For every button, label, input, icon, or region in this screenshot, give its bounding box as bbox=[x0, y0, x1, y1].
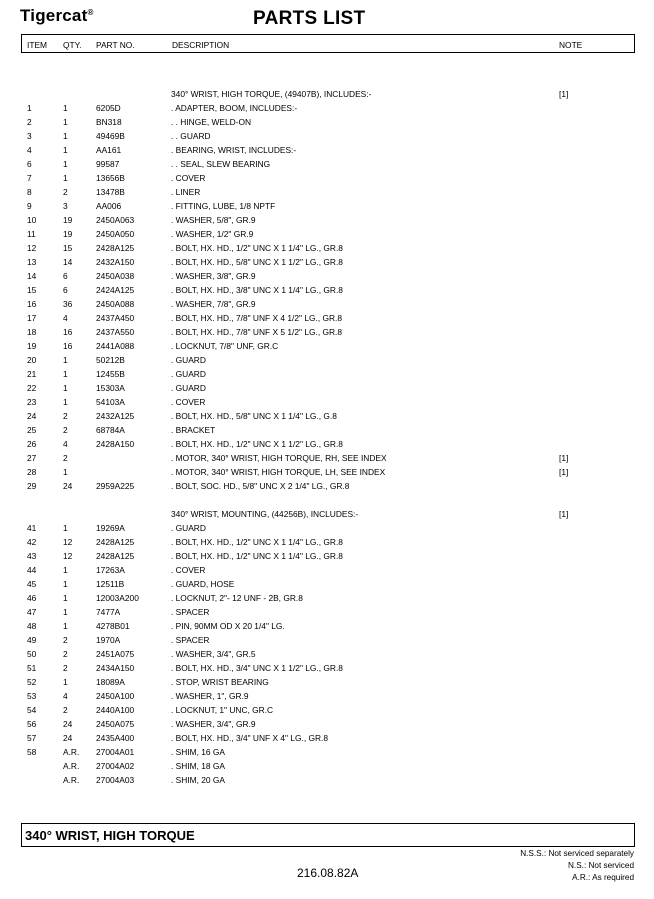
page-title: PARTS LIST bbox=[253, 8, 366, 29]
cell-item: 10 bbox=[27, 215, 37, 225]
table-row bbox=[0, 297, 654, 311]
cell-item: 12 bbox=[27, 243, 37, 253]
cell-item: 7 bbox=[27, 173, 32, 183]
cell-part-number: 54103A bbox=[96, 397, 125, 407]
cell-item: 26 bbox=[27, 439, 37, 449]
table-row bbox=[0, 423, 654, 437]
cell-item: 20 bbox=[27, 355, 37, 365]
cell-description: . BOLT, HX. HD., 7/8" UNF X 4 1/2" LG., GR.8 bbox=[171, 313, 343, 323]
cell-description: . GUARD bbox=[171, 523, 206, 533]
cell-qty: 6 bbox=[63, 285, 68, 295]
cell-part-number: 2450A038 bbox=[96, 271, 135, 281]
cell-qty: 2 bbox=[63, 663, 68, 673]
cell-description: . BOLT, HX. HD., 3/8" UNC X 1 1/4" LG., GR.8 bbox=[171, 285, 343, 295]
cell-item: 54 bbox=[27, 705, 37, 715]
cell-qty: 1 bbox=[63, 369, 68, 379]
table-row bbox=[0, 353, 654, 367]
cell-qty: 1 bbox=[63, 621, 68, 631]
column-header-item: ITEM bbox=[27, 40, 48, 50]
cell-description: . SHIM, 16 GA bbox=[171, 747, 225, 757]
cell-part-number: 2432A125 bbox=[96, 411, 135, 421]
table-row bbox=[0, 115, 654, 129]
cell-description: 340° WRIST, MOUNTING, (44256B), INCLUDES:- bbox=[171, 509, 359, 519]
cell-description: . BOLT, HX. HD., 7/8" UNF X 5 1/2" LG., GR.8 bbox=[171, 327, 343, 337]
cell-item: 22 bbox=[27, 383, 37, 393]
cell-qty: 2 bbox=[63, 425, 68, 435]
cell-part-number: 19269A bbox=[96, 523, 125, 533]
table-row bbox=[0, 87, 654, 101]
cell-item: 56 bbox=[27, 719, 37, 729]
table-row bbox=[0, 689, 654, 703]
table-row bbox=[0, 395, 654, 409]
parts-table-body bbox=[0, 73, 654, 787]
table-row bbox=[0, 535, 654, 549]
cell-item: 3 bbox=[27, 131, 32, 141]
cell-description: . SPACER bbox=[171, 635, 210, 645]
cell-part-number: 13478B bbox=[96, 187, 125, 197]
cell-qty: 1 bbox=[63, 355, 68, 365]
cell-qty: 1 bbox=[63, 593, 68, 603]
cell-part-number: 2435A400 bbox=[96, 733, 135, 743]
cell-qty: 1 bbox=[63, 565, 68, 575]
cell-item: 44 bbox=[27, 565, 37, 575]
cell-qty: 1 bbox=[63, 103, 68, 113]
cell-item: 15 bbox=[27, 285, 37, 295]
cell-description: . BOLT, SOC. HD., 5/8" UNC X 2 1/4" LG., GR.8 bbox=[171, 481, 350, 491]
registered-mark: ® bbox=[87, 8, 94, 17]
cell-item: 24 bbox=[27, 411, 37, 421]
cell-part-number: 2428A125 bbox=[96, 243, 135, 253]
column-header-qty: QTY. bbox=[63, 40, 82, 50]
table-row bbox=[0, 731, 654, 745]
cell-qty: 24 bbox=[63, 481, 73, 491]
cell-qty: 1 bbox=[63, 523, 68, 533]
legend-ar: A.R.: As required bbox=[572, 873, 634, 882]
cell-qty: 1 bbox=[63, 677, 68, 687]
table-row bbox=[0, 367, 654, 381]
table-row bbox=[0, 311, 654, 325]
cell-part-number: AA006 bbox=[96, 201, 122, 211]
cell-item: 17 bbox=[27, 313, 37, 323]
cell-qty: 2 bbox=[63, 649, 68, 659]
cell-description: . LOCKNUT, 7/8" UNF, GR.C bbox=[171, 341, 279, 351]
cell-item: 16 bbox=[27, 299, 37, 309]
cell-qty: A.R. bbox=[63, 761, 80, 771]
cell-note: [1] bbox=[559, 467, 569, 477]
table-row bbox=[0, 283, 654, 297]
table-row bbox=[0, 465, 654, 479]
cell-description: . SHIM, 18 GA bbox=[171, 761, 225, 771]
cell-qty: 2 bbox=[63, 411, 68, 421]
cell-qty: 16 bbox=[63, 327, 73, 337]
cell-description: . . HINGE, WELD-ON bbox=[171, 117, 252, 127]
cell-part-number: 12455B bbox=[96, 369, 125, 379]
spacer-row bbox=[0, 493, 654, 507]
cell-qty: 1 bbox=[63, 145, 68, 155]
table-header bbox=[21, 34, 635, 53]
cell-item: 13 bbox=[27, 257, 37, 267]
column-header-part: PART NO. bbox=[96, 40, 135, 50]
table-row bbox=[0, 101, 654, 115]
table-row bbox=[0, 241, 654, 255]
cell-qty: 3 bbox=[63, 201, 68, 211]
cell-item: 9 bbox=[27, 201, 32, 211]
cell-description: . . GUARD bbox=[171, 131, 211, 141]
cell-description: . SPACER bbox=[171, 607, 210, 617]
cell-qty: 19 bbox=[63, 215, 73, 225]
cell-qty: 1 bbox=[63, 383, 68, 393]
cell-qty: 4 bbox=[63, 439, 68, 449]
table-row bbox=[0, 325, 654, 339]
cell-qty: 1 bbox=[63, 607, 68, 617]
table-row bbox=[0, 381, 654, 395]
footer-title-box bbox=[21, 823, 635, 847]
table-row bbox=[0, 591, 654, 605]
table-row bbox=[0, 563, 654, 577]
cell-item: 25 bbox=[27, 425, 37, 435]
cell-part-number: 2437A550 bbox=[96, 327, 135, 337]
table-row bbox=[0, 227, 654, 241]
cell-item: 48 bbox=[27, 621, 37, 631]
cell-description: . ADAPTER, BOOM, INCLUDES:- bbox=[171, 103, 298, 113]
cell-qty: 1 bbox=[63, 579, 68, 589]
table-row bbox=[0, 647, 654, 661]
cell-qty: 2 bbox=[63, 453, 68, 463]
cell-description: . WASHER, 1/2" GR.9 bbox=[171, 229, 254, 239]
cell-item: 18 bbox=[27, 327, 37, 337]
cell-description: . WASHER, 1", GR.9 bbox=[171, 691, 249, 701]
cell-description: . BOLT, HX. HD., 1/2" UNC X 1 1/4" LG., GR.8 bbox=[171, 243, 343, 253]
cell-part-number: 68784A bbox=[96, 425, 125, 435]
cell-description: . GUARD bbox=[171, 383, 206, 393]
cell-item: 50 bbox=[27, 649, 37, 659]
cell-part-number: 2450A088 bbox=[96, 299, 135, 309]
cell-description: . COVER bbox=[171, 397, 206, 407]
cell-part-number: 2450A075 bbox=[96, 719, 135, 729]
cell-item: 28 bbox=[27, 467, 37, 477]
cell-part-number: 12511B bbox=[96, 579, 125, 589]
cell-item: 58 bbox=[27, 747, 37, 757]
table-row bbox=[0, 171, 654, 185]
cell-part-number: 2450A100 bbox=[96, 691, 135, 701]
cell-description: . GUARD bbox=[171, 355, 206, 365]
cell-description: . STOP, WRIST BEARING bbox=[171, 677, 269, 687]
table-row bbox=[0, 549, 654, 563]
cell-qty: 24 bbox=[63, 719, 73, 729]
cell-item: 2 bbox=[27, 117, 32, 127]
cell-item: 23 bbox=[27, 397, 37, 407]
cell-part-number: 99587 bbox=[96, 159, 120, 169]
table-row bbox=[0, 129, 654, 143]
cell-description: . FITTING, LUBE, 1/8 NPTF bbox=[171, 201, 276, 211]
cell-description: . WASHER, 3/4", GR.5 bbox=[171, 649, 256, 659]
cell-qty: 1 bbox=[63, 117, 68, 127]
table-row bbox=[0, 157, 654, 171]
cell-qty: 1 bbox=[63, 159, 68, 169]
table-row bbox=[0, 451, 654, 465]
cell-item: 57 bbox=[27, 733, 37, 743]
cell-description: . GUARD, HOSE bbox=[171, 579, 235, 589]
table-row bbox=[0, 255, 654, 269]
cell-qty: 16 bbox=[63, 341, 73, 351]
cell-item: 41 bbox=[27, 523, 37, 533]
cell-qty: 19 bbox=[63, 229, 73, 239]
page-number: 216.08.82A bbox=[297, 866, 359, 880]
column-header-note: NOTE bbox=[559, 40, 583, 50]
cell-part-number: 13656B bbox=[96, 173, 125, 183]
cell-qty: A.R. bbox=[63, 775, 80, 785]
spacer-row bbox=[0, 73, 654, 87]
cell-qty: 12 bbox=[63, 551, 73, 561]
table-row bbox=[0, 199, 654, 213]
cell-item: 51 bbox=[27, 663, 37, 673]
cell-part-number: 2450A050 bbox=[96, 229, 135, 239]
table-row bbox=[0, 185, 654, 199]
cell-description: . MOTOR, 340° WRIST, HIGH TORQUE, LH, SEE INDEX bbox=[171, 467, 386, 477]
cell-qty: 2 bbox=[63, 187, 68, 197]
table-row bbox=[0, 269, 654, 283]
table-row bbox=[0, 717, 654, 731]
cell-qty: 1 bbox=[63, 131, 68, 141]
cell-description: 340° WRIST, HIGH TORQUE, (49407B), INCLUDES:- bbox=[171, 89, 372, 99]
cell-item: 53 bbox=[27, 691, 37, 701]
table-row bbox=[0, 675, 654, 689]
cell-part-number: 6205D bbox=[96, 103, 121, 113]
table-row bbox=[0, 745, 654, 759]
table-row bbox=[0, 661, 654, 675]
cell-qty: 1 bbox=[63, 467, 68, 477]
cell-part-number: 50212B bbox=[96, 355, 125, 365]
cell-part-number: 27004A03 bbox=[96, 775, 135, 785]
cell-part-number: 27004A02 bbox=[96, 761, 135, 771]
cell-item: 49 bbox=[27, 635, 37, 645]
footer-title: 340° WRIST, HIGH TORQUE bbox=[25, 828, 195, 843]
cell-item: 47 bbox=[27, 607, 37, 617]
cell-description: . BOLT, HX. HD., 1/2" UNC X 1 1/4" LG., GR.8 bbox=[171, 537, 343, 547]
table-row bbox=[0, 213, 654, 227]
cell-item: 4 bbox=[27, 145, 32, 155]
cell-description: . BRACKET bbox=[171, 425, 216, 435]
table-row bbox=[0, 521, 654, 535]
cell-description: . BOLT, HX. HD., 1/2" UNC X 1 1/4" LG., GR.8 bbox=[171, 551, 343, 561]
cell-part-number: 2959A225 bbox=[96, 481, 135, 491]
cell-description: . WASHER, 5/8", GR.9 bbox=[171, 215, 256, 225]
table-row bbox=[0, 759, 654, 773]
legend-ns: N.S.: Not serviced bbox=[568, 861, 634, 870]
cell-description: . WASHER, 3/8", GR.9 bbox=[171, 271, 256, 281]
column-header-description: DESCRIPTION bbox=[172, 40, 230, 50]
legend-nss: N.S.S.: Not serviced separately bbox=[520, 849, 634, 858]
cell-item: 6 bbox=[27, 159, 32, 169]
cell-qty: A.R. bbox=[63, 747, 80, 757]
cell-description: . . SEAL, SLEW BEARING bbox=[171, 159, 271, 169]
table-row bbox=[0, 143, 654, 157]
brand-logo bbox=[20, 6, 94, 26]
cell-part-number: 2441A088 bbox=[96, 341, 135, 351]
cell-qty: 14 bbox=[63, 257, 73, 267]
cell-description: . WASHER, 3/4", GR.9 bbox=[171, 719, 256, 729]
cell-item: 42 bbox=[27, 537, 37, 547]
table-row bbox=[0, 339, 654, 353]
cell-part-number: 2440A100 bbox=[96, 705, 135, 715]
cell-description: . COVER bbox=[171, 565, 206, 575]
abbreviation-legend bbox=[520, 848, 634, 884]
cell-description: . MOTOR, 340° WRIST, HIGH TORQUE, RH, SEE INDEX bbox=[171, 453, 387, 463]
cell-description: . BOLT, HX. HD., 5/8" UNC X 1 1/4" LG., G.8 bbox=[171, 411, 337, 421]
cell-description: . WASHER, 7/8", GR.9 bbox=[171, 299, 256, 309]
cell-description: . SHIM, 20 GA bbox=[171, 775, 225, 785]
cell-description: . BOLT, HX. HD., 3/4" UNC X 1 1/2" LG., GR.8 bbox=[171, 663, 343, 673]
cell-item: 19 bbox=[27, 341, 37, 351]
cell-note: [1] bbox=[559, 453, 569, 463]
cell-description: . PIN, 90MM OD X 20 1/4" LG. bbox=[171, 621, 285, 631]
cell-qty: 36 bbox=[63, 299, 73, 309]
cell-description: . LOCKNUT, 2"- 12 UNF - 2B, GR.8 bbox=[171, 593, 303, 603]
cell-item: 14 bbox=[27, 271, 37, 281]
cell-item: 1 bbox=[27, 103, 32, 113]
table-row bbox=[0, 773, 654, 787]
cell-part-number: 7477A bbox=[96, 607, 121, 617]
cell-part-number: 1970A bbox=[96, 635, 121, 645]
cell-qty: 4 bbox=[63, 313, 68, 323]
cell-description: . LOCKNUT, 1" UNC, GR.C bbox=[171, 705, 274, 715]
cell-qty: 4 bbox=[63, 691, 68, 701]
cell-item: 29 bbox=[27, 481, 37, 491]
cell-part-number: 2428A125 bbox=[96, 551, 135, 561]
table-row bbox=[0, 605, 654, 619]
cell-note: [1] bbox=[559, 89, 569, 99]
table-row bbox=[0, 577, 654, 591]
cell-description: . LINER bbox=[171, 187, 201, 197]
cell-part-number: 4278B01 bbox=[96, 621, 130, 631]
cell-item: 11 bbox=[27, 229, 36, 239]
cell-part-number: 27004A01 bbox=[96, 747, 135, 757]
cell-description: . BOLT, HX. HD., 3/4" UNF X 4" LG., GR.8 bbox=[171, 733, 329, 743]
cell-part-number: 2428A125 bbox=[96, 537, 135, 547]
cell-part-number: 2428A150 bbox=[96, 439, 135, 449]
cell-item: 46 bbox=[27, 593, 37, 603]
table-row bbox=[0, 479, 654, 493]
cell-part-number: 2424A125 bbox=[96, 285, 135, 295]
cell-item: 52 bbox=[27, 677, 37, 687]
cell-description: . BEARING, WRIST, INCLUDES:- bbox=[171, 145, 297, 155]
cell-part-number: 2450A063 bbox=[96, 215, 135, 225]
cell-item: 21 bbox=[27, 369, 37, 379]
cell-qty: 2 bbox=[63, 705, 68, 715]
cell-description: . BOLT, HX. HD., 5/8" UNC X 1 1/2" LG., GR.8 bbox=[171, 257, 343, 267]
cell-item: 8 bbox=[27, 187, 32, 197]
cell-part-number: 2451A075 bbox=[96, 649, 135, 659]
cell-part-number: 17263A bbox=[96, 565, 125, 575]
cell-item: 27 bbox=[27, 453, 37, 463]
cell-qty: 12 bbox=[63, 537, 73, 547]
cell-part-number: 49469B bbox=[96, 131, 125, 141]
cell-qty: 24 bbox=[63, 733, 73, 743]
cell-qty: 1 bbox=[63, 173, 68, 183]
cell-note: [1] bbox=[559, 509, 569, 519]
table-row bbox=[0, 437, 654, 451]
brand-name: Tigercat bbox=[20, 6, 88, 25]
cell-description: . COVER bbox=[171, 173, 206, 183]
cell-description: . GUARD bbox=[171, 369, 206, 379]
table-row bbox=[0, 409, 654, 423]
cell-part-number: 18089A bbox=[96, 677, 125, 687]
cell-part-number: 2432A150 bbox=[96, 257, 135, 267]
cell-description: . BOLT, HX. HD., 1/2" UNC X 1 1/2" LG., GR.8 bbox=[171, 439, 343, 449]
cell-part-number: 12003A200 bbox=[96, 593, 139, 603]
table-row bbox=[0, 507, 654, 521]
cell-qty: 15 bbox=[63, 243, 73, 253]
table-row bbox=[0, 633, 654, 647]
cell-part-number: 2434A150 bbox=[96, 663, 135, 673]
table-row bbox=[0, 619, 654, 633]
cell-qty: 1 bbox=[63, 397, 68, 407]
cell-qty: 6 bbox=[63, 271, 68, 281]
cell-qty: 2 bbox=[63, 635, 68, 645]
cell-part-number: 15303A bbox=[96, 383, 125, 393]
cell-item: 43 bbox=[27, 551, 37, 561]
table-row bbox=[0, 703, 654, 717]
cell-part-number: 2437A450 bbox=[96, 313, 135, 323]
cell-part-number: AA161 bbox=[96, 145, 122, 155]
cell-part-number: BN318 bbox=[96, 117, 122, 127]
cell-item: 45 bbox=[27, 579, 37, 589]
